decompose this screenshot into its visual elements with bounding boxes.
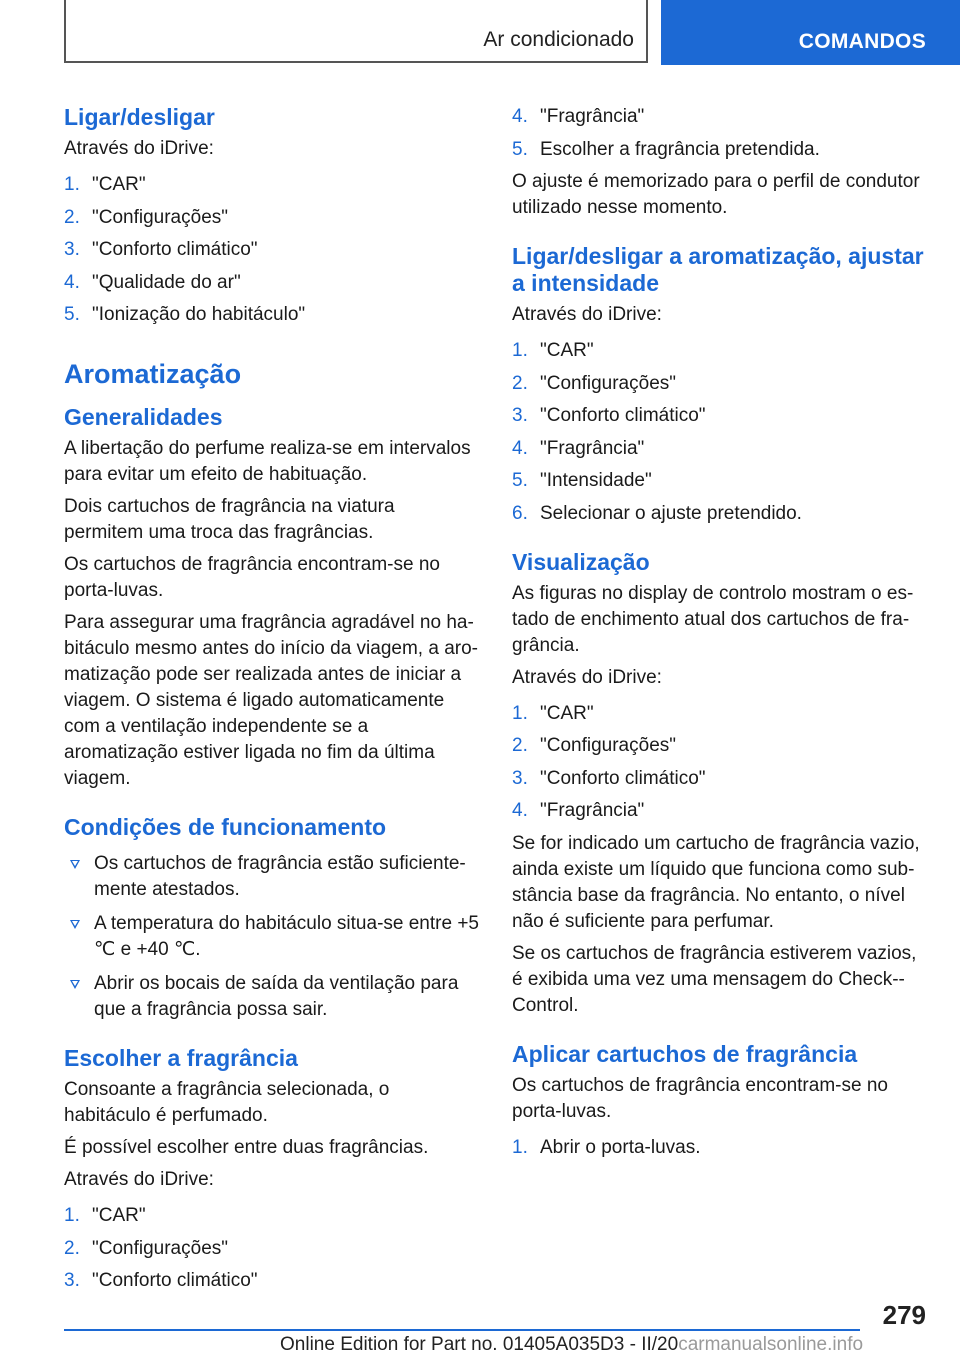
section-title: Ar condicionado [483, 28, 634, 51]
paragraph: Os cartuchos de fragrância encontram-se no porta-luvas. [64, 554, 440, 601]
list-item: 2. "Configurações" [64, 206, 229, 228]
footer-divider [64, 1329, 860, 1331]
paragraph: As figuras no display de controlo mostram o estado de enchimento atual dos cartuchos de fragrância. [512, 582, 914, 656]
list-item: 2. "Configurações" [512, 372, 677, 394]
heading-insert-cartridges: Aplicar cartuchos de fragrância [512, 1040, 858, 1067]
watermark-text: carmanualsonline.info [678, 1334, 864, 1355]
paragraph: Se os cartuchos de fragrância estiverem vazios, é exibida uma vez uma mensagem do Check-Control. [512, 942, 917, 1016]
list-item: 4. "Qualidade do ar" [64, 271, 241, 293]
heading-conditions: Condições de funcionamento [64, 814, 387, 840]
list-item: 3. "Conforto climático" [64, 239, 258, 260]
list-item: 4. "Fragrância" [512, 437, 645, 459]
paragraph: Dois cartuchos de fragrância na viatura permitem uma troca das fragrâncias. [64, 496, 395, 543]
list-item: 2. "Configurações" [512, 735, 677, 756]
steps-intensity [512, 338, 927, 527]
paragraph: Consoante a fragrância selecionada, o habitáculo é perfumado. [64, 1079, 390, 1126]
left-column [64, 100, 479, 1301]
heading-on-off: Ligar/desligar [64, 104, 215, 130]
heading-aromatization: Aromatização [64, 359, 242, 389]
paragraph: Se for indicado um cartucho de fragrância vazio, ainda existe um líquido que funciona como substância base da fragrância. No entanto, o nível não é suficiente para perfumar. [512, 832, 920, 932]
heading-intensity: Ligar/desligar a aromatização, ajustar a intensidade [512, 243, 924, 296]
list-item: 1. "CAR" [512, 702, 594, 724]
paragraph: Os cartuchos de fragrância encontram-se no porta-luvas. [512, 1074, 888, 1122]
paragraph: Para assegurar uma fragrância agradável no habitáculo mesmo antes do início da viagem, a aromatização pode ser realizada antes de iniciar a viagem. O sistema é ligado automaticamente com a ventilação independente se a aromatização estiver ligada no fim da última viagem. [64, 612, 478, 789]
footer-edition [280, 1334, 863, 1356]
steps-choose-fragrance-cont [512, 104, 927, 163]
list-item: Abrir os bocais de saída da ventilação para que a fragrância possa sair. [64, 971, 479, 1023]
heading-display: Visualização [512, 548, 650, 575]
paragraph: O ajuste é memorizado para o perfil de condutor utilizado nesse momento. [512, 171, 920, 218]
right-column [512, 100, 927, 1167]
chapter-tab-label: COMANDOS [798, 30, 926, 53]
list-item: 3. "Conforto climático" [64, 1270, 258, 1291]
paragraph: É possível escolher entre duas fragrâncias. [64, 1137, 429, 1158]
heading-choose-fragrance: Escolher a fragrância [64, 1045, 298, 1071]
triangle-bullet-icon [70, 920, 80, 929]
edition-text: Online Edition for Part no. 01405A035D3 - II/20 [280, 1334, 679, 1355]
list-item: 2. "Configurações" [64, 1237, 229, 1259]
steps-choose-fragrance [64, 1203, 479, 1294]
list-item: 4. "Fragrância" [512, 800, 645, 821]
steps-ionization [64, 172, 479, 328]
list-item: A temperatura do habitáculo situa-se entre +5 ℃ e +40 ℃. [64, 911, 479, 963]
triangle-bullet-icon [70, 980, 80, 989]
steps-display [512, 701, 927, 825]
list-item: 1. "CAR" [512, 340, 594, 361]
chapter-tab [661, 0, 960, 65]
list-item: 5. "Ionização do habitáculo" [64, 304, 306, 325]
list-item: 3. "Conforto climático" [512, 405, 706, 426]
idrive-intro: Através do iDrive: [512, 304, 662, 325]
paragraph: A libertação do perfume realiza-se em intervalos para evitar um efeito de habituação. [64, 438, 471, 485]
conditions-list [64, 851, 479, 1023]
list-item: 5. Escolher a fragrância pretendida. [512, 138, 820, 160]
triangle-bullet-icon [70, 860, 80, 869]
idrive-intro: Através do iDrive: [64, 1169, 214, 1190]
list-item: 4. "Fragrância" [512, 106, 645, 127]
list-item: 1. "CAR" [64, 1205, 146, 1226]
idrive-intro: Através do iDrive: [64, 138, 214, 159]
list-item: Os cartuchos de fragrância estão suficientemente atestados. [64, 851, 479, 903]
list-item: 5. "Intensidade" [512, 470, 652, 491]
heading-general: Generalidades [64, 404, 223, 430]
idrive-intro: Através do iDrive: [512, 666, 662, 688]
header-frame [64, 0, 648, 63]
list-item: 1. Abrir o porta-luvas. [512, 1136, 701, 1158]
list-item: 3. "Conforto climático" [512, 767, 706, 789]
list-item: 6. Selecionar o ajuste pretendido. [512, 502, 802, 524]
list-item: 1. "CAR" [64, 174, 146, 195]
steps-insert [512, 1135, 927, 1161]
page-number: 279 [882, 1300, 926, 1330]
